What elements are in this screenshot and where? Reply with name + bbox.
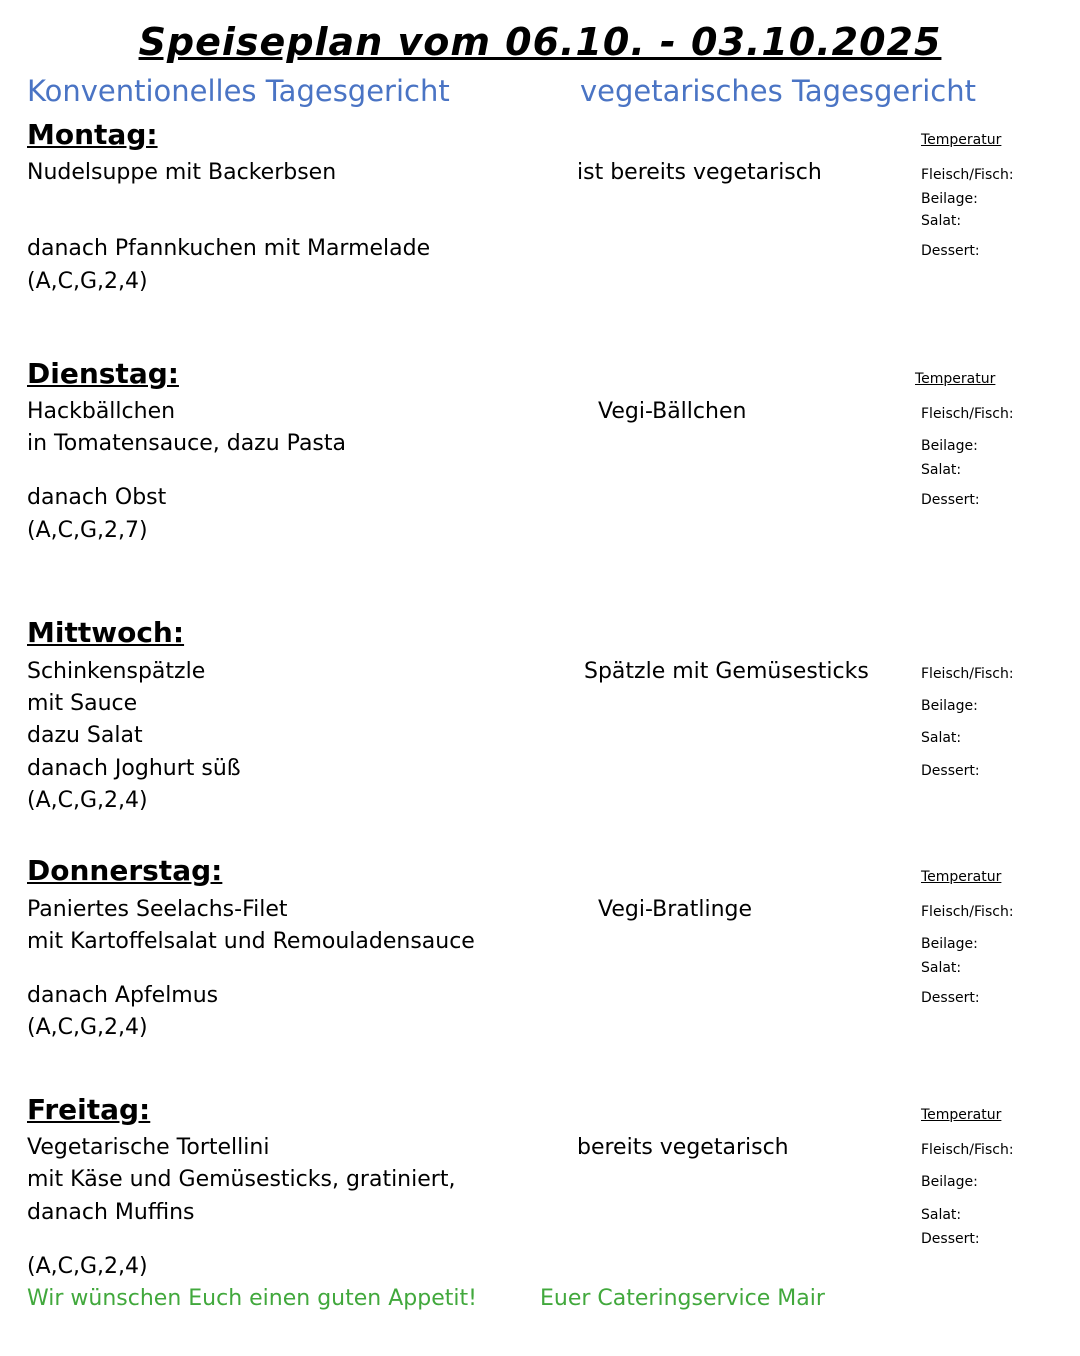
dish-line: Vegetarische Tortellini <box>27 1135 270 1160</box>
column-header-vegetarian: vegetarisches Tagesgericht <box>580 74 976 108</box>
dish-line: danach Joghurt süß <box>27 756 241 781</box>
label-temperatur: Temperatur <box>921 869 1002 885</box>
day-heading-mittwoch: Mittwoch: <box>27 616 185 649</box>
label-beilage: Beilage: <box>921 698 978 714</box>
page-title: Speiseplan vom 06.10. - 03.10.2025 <box>138 20 942 64</box>
label-fleisch: Fleisch/Fisch: <box>921 1142 1014 1158</box>
label-dessert: Dessert: <box>921 763 980 779</box>
label-fleisch: Fleisch/Fisch: <box>921 406 1014 422</box>
dish-line: Nudelsuppe mit Backerbsen <box>27 160 337 185</box>
dish-line: mit Kartoffelsalat und Remouladensauce <box>27 929 475 954</box>
label-dessert: Dessert: <box>921 990 980 1006</box>
label-dessert: Dessert: <box>921 1231 980 1247</box>
day-heading-dienstag: Dienstag: <box>27 357 179 390</box>
label-salat: Salat: <box>921 462 962 478</box>
label-dessert: Dessert: <box>921 492 980 508</box>
label-temperatur: Temperatur <box>921 1107 1002 1123</box>
dish-line: danach Apfelmus <box>27 983 219 1008</box>
footer-signature: Euer Cateringservice Mair <box>540 1286 825 1311</box>
allergen-codes: (A,C,G,2,4) <box>27 788 148 813</box>
dish-line: Paniertes Seelachs-Filet <box>27 897 288 922</box>
label-beilage: Beilage: <box>921 438 978 454</box>
dish-line: mit Sauce <box>27 691 138 716</box>
dish-line: Schinkenspätzle <box>27 659 206 684</box>
label-fleisch: Fleisch/Fisch: <box>921 167 1014 183</box>
column-header-conventional: Konventionelles Tagesgericht <box>27 74 450 108</box>
allergen-codes: (A,C,G,2,7) <box>27 518 148 543</box>
label-salat: Salat: <box>921 960 962 976</box>
vegetarian-dish: bereits vegetarisch <box>577 1135 789 1160</box>
label-dessert: Dessert: <box>921 243 980 259</box>
day-heading-freitag: Freitag: <box>27 1093 151 1126</box>
label-beilage: Beilage: <box>921 936 978 952</box>
dish-line: in Tomatensauce, dazu Pasta <box>27 431 346 456</box>
vegetarian-dish: Spätzle mit Gemüsesticks <box>584 659 869 684</box>
day-heading-montag: Montag: <box>27 118 158 151</box>
label-salat: Salat: <box>921 730 962 746</box>
vegetarian-dish: Vegi-Bällchen <box>598 399 747 424</box>
day-heading-donnerstag: Donnerstag: <box>27 854 223 887</box>
label-temperatur: Temperatur <box>915 371 996 387</box>
label-temperatur: Temperatur <box>921 132 1002 148</box>
dish-line: danach Pfannkuchen mit Marmelade <box>27 236 431 261</box>
label-salat: Salat: <box>921 1207 962 1223</box>
dish-line: danach Obst <box>27 485 167 510</box>
label-salat: Salat: <box>921 213 962 229</box>
label-beilage: Beilage: <box>921 191 978 207</box>
vegetarian-dish: Vegi-Bratlinge <box>598 897 753 922</box>
vegetarian-dish: ist bereits vegetarisch <box>577 160 822 185</box>
dish-line: dazu Salat <box>27 723 143 748</box>
label-fleisch: Fleisch/Fisch: <box>921 904 1014 920</box>
label-beilage: Beilage: <box>921 1174 978 1190</box>
dish-line: mit Käse und Gemüsesticks, gratiniert, <box>27 1167 456 1192</box>
allergen-codes: (A,C,G,2,4) <box>27 1254 148 1279</box>
dish-line: danach Muffins <box>27 1200 195 1225</box>
allergen-codes: (A,C,G,2,4) <box>27 1015 148 1040</box>
label-fleisch: Fleisch/Fisch: <box>921 666 1014 682</box>
footer-greeting: Wir wünschen Euch einen guten Appetit! <box>27 1286 477 1311</box>
dish-line: Hackbällchen <box>27 399 176 424</box>
allergen-codes: (A,C,G,2,4) <box>27 269 148 294</box>
